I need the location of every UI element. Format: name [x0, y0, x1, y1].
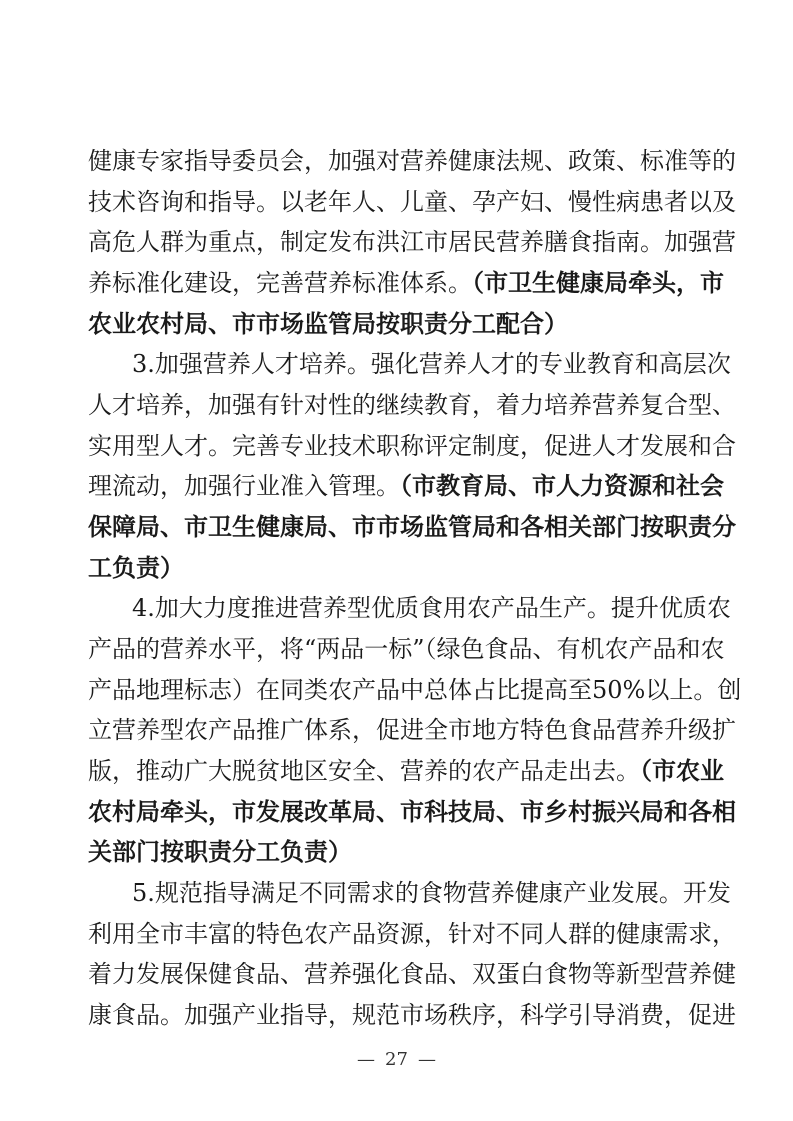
- body-text-segment: 高危人群为重点，制定发布洪江市居民营养膳食指南。加强营: [88, 228, 736, 257]
- text-line: [88, 471, 724, 501]
- text-line: [88, 512, 736, 542]
- text-line: [88, 634, 725, 664]
- text-line: [88, 309, 706, 339]
- body-text-segment: 理流动，加强行业准入管理。: [88, 472, 400, 501]
- text-line: [88, 715, 736, 745]
- text-line: [88, 227, 736, 257]
- body-text-segment: 着力发展保健食品、营养强化食品、双蛋白食物等新型营养健: [88, 960, 736, 989]
- body-text-segment: 产品的营养水平，将“两品一标”（绿色食品、有机农产品和农: [88, 635, 725, 663]
- body-text-segment: 健康专家指导委员会，加强对营养健康法规、政策、标准等的: [88, 147, 736, 175]
- text-line: [132, 349, 731, 379]
- text-line: [88, 187, 736, 217]
- text-line: [88, 553, 706, 583]
- body-text-segment: 技术咨询和指导。以老年人、儿童、孕产妇、慢性病患者以及: [88, 187, 736, 216]
- text-line: [88, 837, 706, 867]
- body-text-segment: 4.加大力度推进营养型优质食用农产品生产。提升优质农: [132, 594, 731, 623]
- responsibility-text: 工负责）: [88, 552, 184, 582]
- text-line: [132, 593, 731, 623]
- footer-dash-right: —: [417, 1049, 436, 1070]
- responsibility-text: 关部门按职责分工负责）: [88, 837, 352, 867]
- text-line: [88, 146, 736, 176]
- responsibility-text: （市卫生健康局牵头，市: [472, 268, 724, 297]
- text-line: [88, 675, 742, 705]
- footer-dash-left: —: [357, 1049, 376, 1070]
- responsibility-text: 保障局、市卫生健康局、市市场监管局和各相关部门按职责分: [88, 512, 736, 541]
- responsibility-text: （市教育局、市人力资源和社会: [400, 471, 724, 501]
- body-text-segment: 养标准化建设，完善营养标准体系。: [88, 269, 472, 297]
- body-text-segment: 3.加强营养人才培养。强化营养人才的专业教育和高层次: [132, 350, 731, 379]
- body-text-segment: 版，推动广大脱贫地区安全、营养的农产品走出去。: [88, 757, 640, 785]
- text-line: [88, 268, 724, 298]
- text-line: [88, 390, 736, 420]
- text-line: [88, 756, 724, 786]
- body-text-segment: 利用全市丰富的特色农产品资源，针对不同人群的健康需求，: [88, 919, 736, 948]
- text-line: [88, 959, 736, 989]
- text-line: [88, 796, 736, 827]
- body-text-segment: 立营养型农产品推广体系，促进全市地方特色食品营养升级扩: [88, 716, 736, 745]
- page-footer: [0, 1048, 793, 1072]
- text-line: [88, 1000, 736, 1030]
- body-text-segment: 实用型人才。完善专业技术职称评定制度，促进人才发展和合: [88, 431, 736, 460]
- text-line: [132, 878, 731, 908]
- body-text-segment: 5.规范指导满足不同需求的食物营养健康产业发展。开发: [132, 879, 731, 907]
- text-line: [88, 919, 736, 949]
- page-number: 27: [385, 1049, 408, 1070]
- body-text-segment: 人才培养，加强有针对性的继续教育，着力培养营养复合型、: [88, 391, 736, 419]
- body-text-segment: 产品地理标志）在同类农产品中总体占比提高至50%以上。创: [88, 675, 742, 704]
- responsibility-text: 农村局牵头，市发展改革局、市科技局、市乡村振兴局和各相: [88, 796, 736, 826]
- body-text-segment: 康食品。加强产业指导，规范市场秩序，科学引导消费，促进: [88, 1001, 736, 1029]
- text-line: [88, 431, 736, 461]
- responsibility-text: 农业农村局、市市场监管局按职责分工配合）: [88, 308, 568, 338]
- responsibility-text: （市农业: [640, 756, 724, 785]
